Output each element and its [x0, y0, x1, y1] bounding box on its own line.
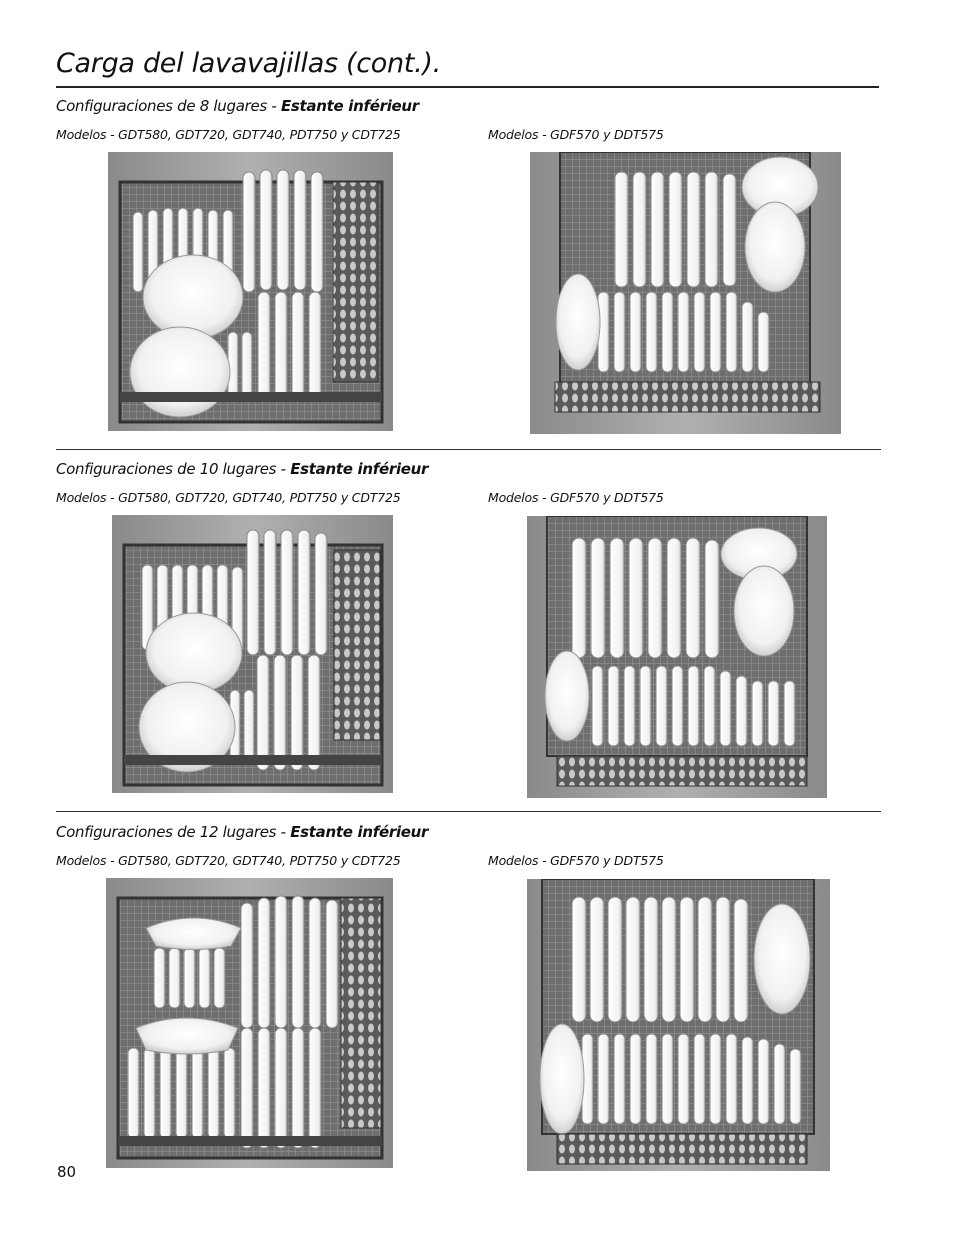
photo-10-place-tall-tub: [112, 515, 393, 793]
section-heading-prefix: Configuraciones de 12 lugares -: [56, 823, 291, 841]
section-12-heading: [56, 823, 428, 841]
section-10-left-models: Modelos - GDT580, GDT720, GDT740, PDT750 y CDT725: [56, 490, 401, 505]
photo-12-place-standard-tub: [527, 879, 830, 1171]
page-title: Carga del lavavajillas (cont.).: [56, 48, 441, 79]
title-rule: [56, 86, 879, 88]
section-heading-rack: Estante inférieur: [290, 823, 429, 841]
section-12-right-models: Modelos - GDF570 y DDT575: [488, 853, 664, 868]
section-heading-rack: Estante inférieur: [290, 460, 429, 478]
photo-8-place-standard-tub: [530, 152, 841, 434]
photo-12-place-tall-tub: [106, 878, 393, 1168]
section-8-heading: [56, 97, 419, 115]
photo-8-place-tall-tub: [108, 152, 393, 431]
section-divider: [56, 811, 881, 812]
section-12-left-models: Modelos - GDT580, GDT720, GDT740, PDT750 y CDT725: [56, 853, 401, 868]
photo-10-place-standard-tub: [527, 516, 827, 798]
section-8-left-models: Modelos - GDT580, GDT720, GDT740, PDT750 y CDT725: [56, 127, 401, 142]
section-10-heading: [56, 460, 428, 478]
section-heading-rack: Estante inférieur: [280, 97, 419, 115]
section-divider: [56, 449, 881, 450]
section-10-right-models: Modelos - GDF570 y DDT575: [488, 490, 664, 505]
section-8-right-models: Modelos - GDF570 y DDT575: [488, 127, 664, 142]
section-heading-prefix: Configuraciones de 10 lugares -: [56, 460, 291, 478]
section-heading-prefix: Configuraciones de 8 lugares -: [56, 97, 281, 115]
page-number: 80: [57, 1163, 77, 1181]
